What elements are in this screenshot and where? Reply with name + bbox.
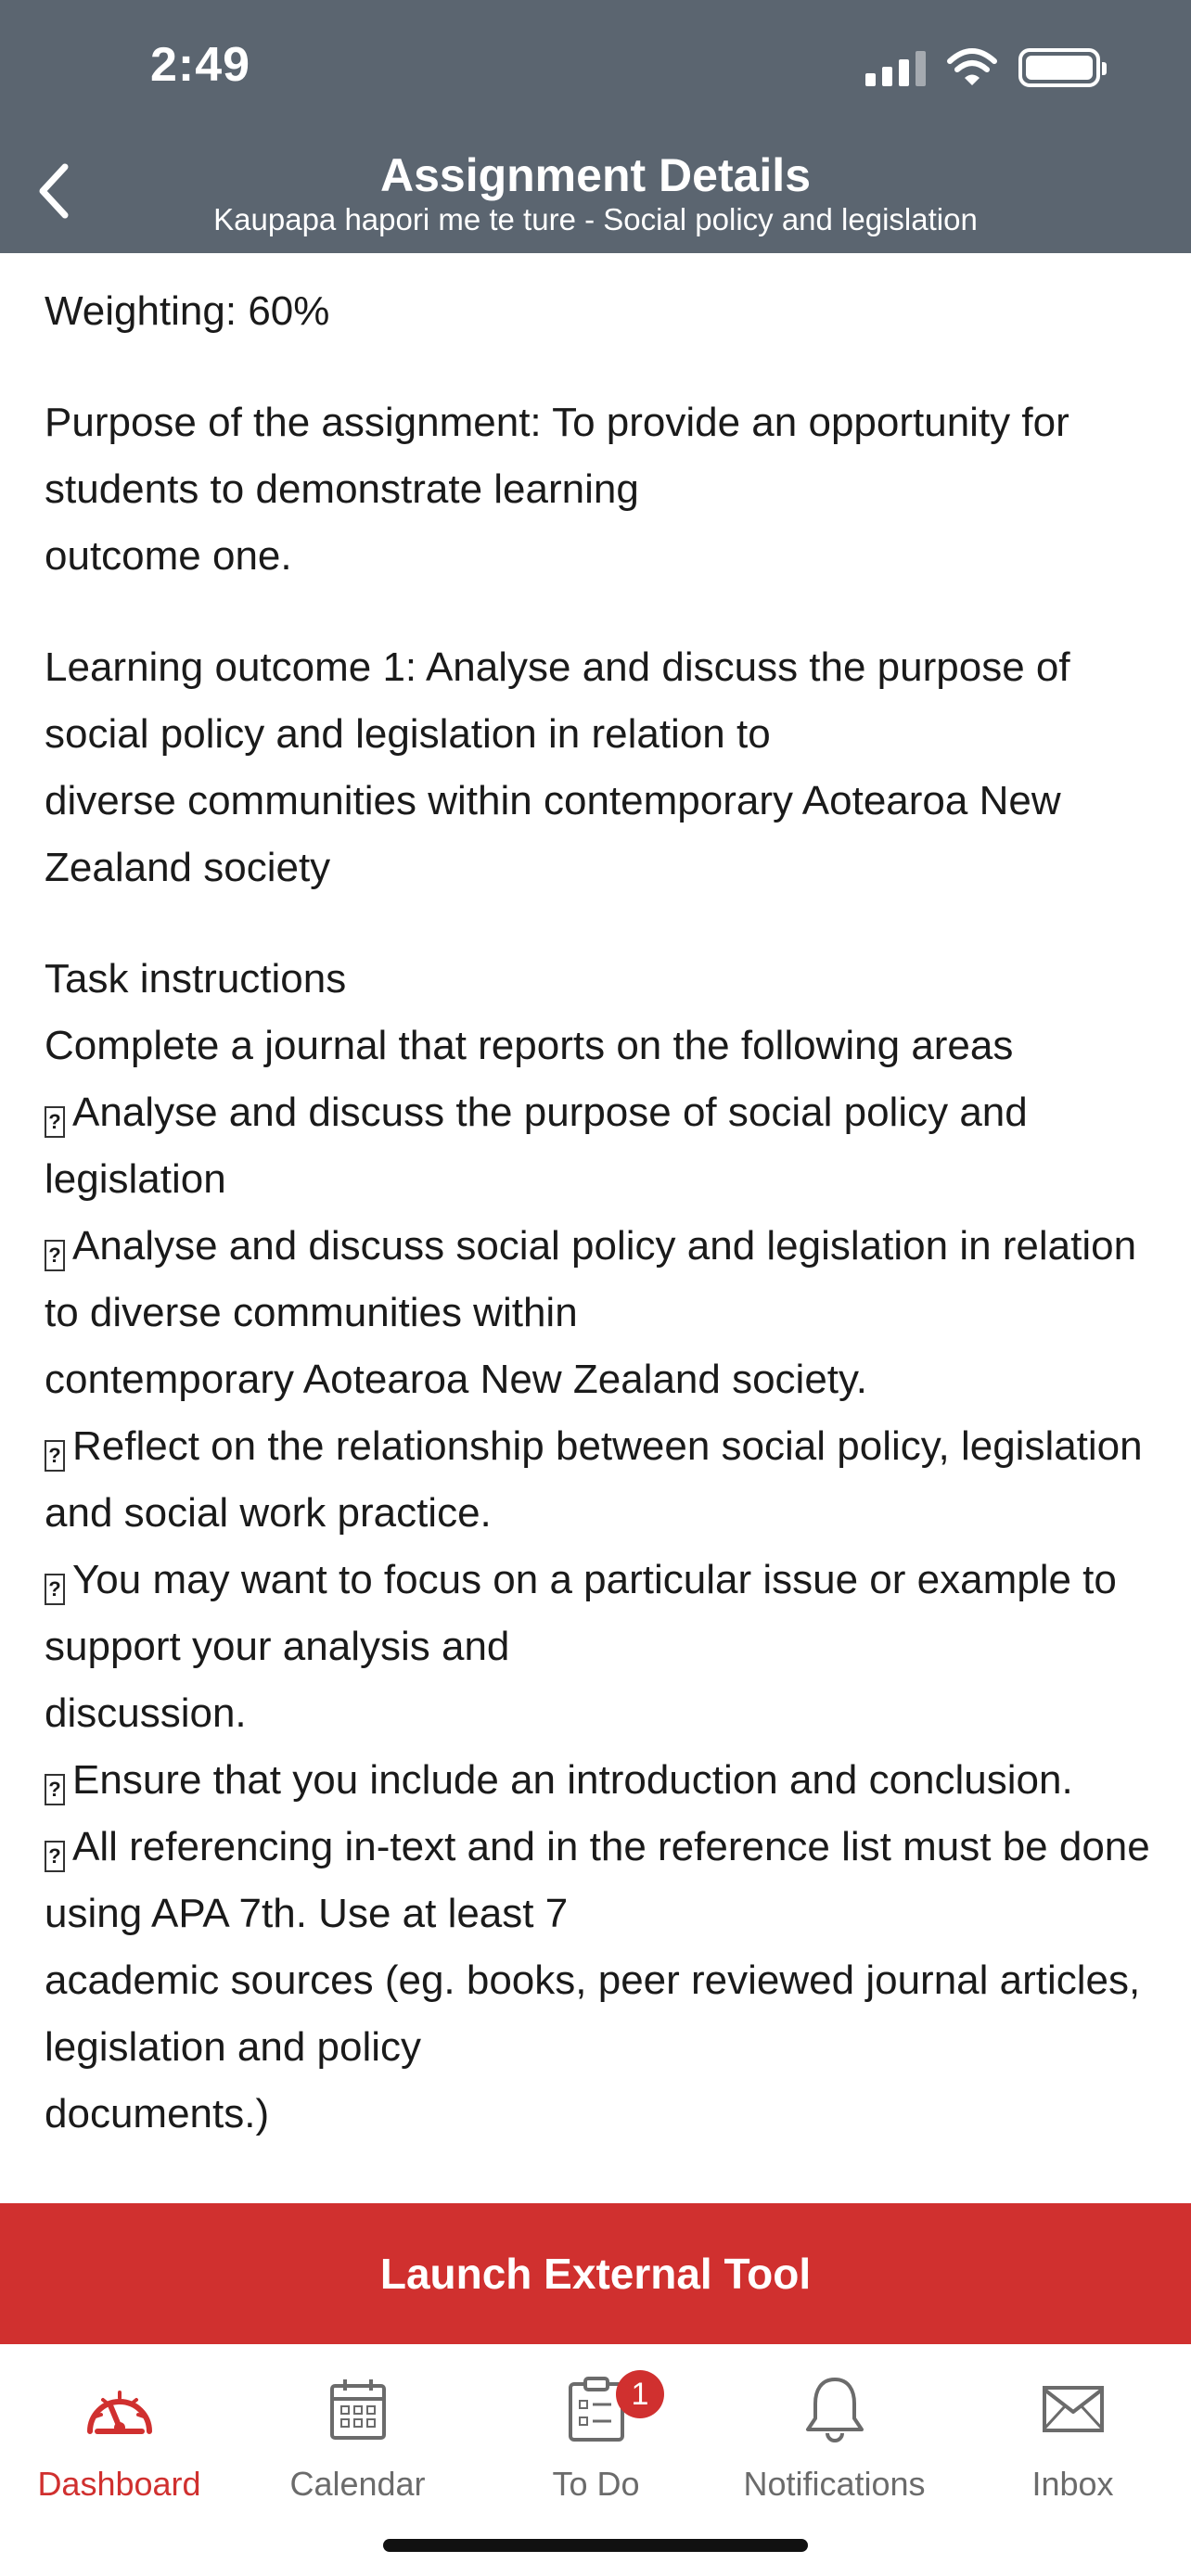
tab-label: Inbox — [1031, 2465, 1114, 2503]
status-icons — [865, 48, 1100, 87]
tab-label: Dashboard — [37, 2465, 201, 2503]
signal-icon — [865, 49, 926, 86]
task-heading: Task instructions — [45, 956, 347, 1001]
bullet-item-cont: documents.) — [45, 2091, 270, 2136]
outcome-line: Learning outcome 1: Analyse and discuss the purpose of social policy and legislation in relation to — [45, 644, 1070, 757]
home-indicator — [383, 2539, 808, 2552]
dashboard-icon — [83, 2381, 157, 2437]
app-header — [0, 0, 1191, 253]
page-title: Assignment Details — [379, 149, 811, 201]
tab-label: Calendar — [289, 2465, 426, 2503]
missing-glyph-icon: ? — [45, 1574, 65, 1605]
purpose-line: Purpose of the assignment: To provide an opportunity for students to demonstrate learning — [45, 400, 1069, 512]
bullet-item-cont: contemporary Aotearoa New Zealand society. — [45, 1357, 867, 1402]
envelope-icon — [1041, 2384, 1106, 2434]
calendar-icon — [328, 2377, 388, 2442]
status-time: 2:49 — [150, 38, 251, 92]
missing-glyph-icon: ? — [45, 1106, 65, 1138]
tab-inbox[interactable] — [954, 2353, 1191, 2504]
missing-glyph-icon: ? — [45, 1440, 65, 1472]
bullet-item: You may want to focus on a particular issue or example to support your analysis and — [45, 1557, 1117, 1669]
launch-external-tool-button[interactable]: Launch External Tool — [0, 2203, 1191, 2344]
wifi-icon — [946, 48, 998, 87]
purpose-text — [45, 389, 1158, 590]
tab-todo[interactable] — [477, 2353, 715, 2504]
bullet-item: Ensure that you include an introduction and conclusion. — [72, 1757, 1073, 1803]
tab-label: To Do — [552, 2465, 640, 2503]
assignment-description — [45, 278, 1158, 2148]
bullet-item: Analyse and discuss the purpose of social policy and legislation — [45, 1090, 1028, 1202]
purpose-line-cont: outcome one. — [45, 533, 292, 579]
page-subtitle: Kaupapa hapori me te ture - Social policy and legislation — [213, 202, 978, 236]
outcome-line-cont: diverse communities within contemporary Aotearoa New Zealand society — [45, 778, 1061, 890]
task-intro: Complete a journal that reports on the following areas — [45, 1023, 1014, 1068]
missing-glyph-icon: ? — [45, 1240, 65, 1271]
bullet-item: All referencing in-text and in the reference list must be done using APA 7th. Use at least 7 — [45, 1824, 1150, 1936]
task-instructions — [45, 946, 1158, 2148]
tab-label: Notifications — [743, 2465, 926, 2503]
missing-glyph-icon: ? — [45, 1841, 65, 1872]
tab-calendar[interactable] — [238, 2353, 477, 2504]
bullet-item-cont: discussion. — [45, 1690, 247, 1736]
bullet-item-cont: academic sources (eg. books, peer reviewed journal articles, legislation and policy — [45, 1958, 1141, 2070]
bullet-item: Analyse and discuss social policy and legislation in relation to diverse communities within — [45, 1223, 1137, 1335]
bell-icon — [802, 2374, 867, 2444]
todo-badge: 1 — [616, 2370, 664, 2418]
tab-notifications[interactable] — [715, 2353, 954, 2504]
weighting-text: Weighting: 60% — [45, 288, 330, 334]
learning-outcome-text — [45, 634, 1158, 901]
battery-icon — [1018, 48, 1100, 87]
bullet-item: Reflect on the relationship between social policy, legislation and social work practice. — [45, 1423, 1143, 1536]
tab-dashboard[interactable] — [0, 2353, 238, 2504]
missing-glyph-icon: ? — [45, 1774, 65, 1805]
